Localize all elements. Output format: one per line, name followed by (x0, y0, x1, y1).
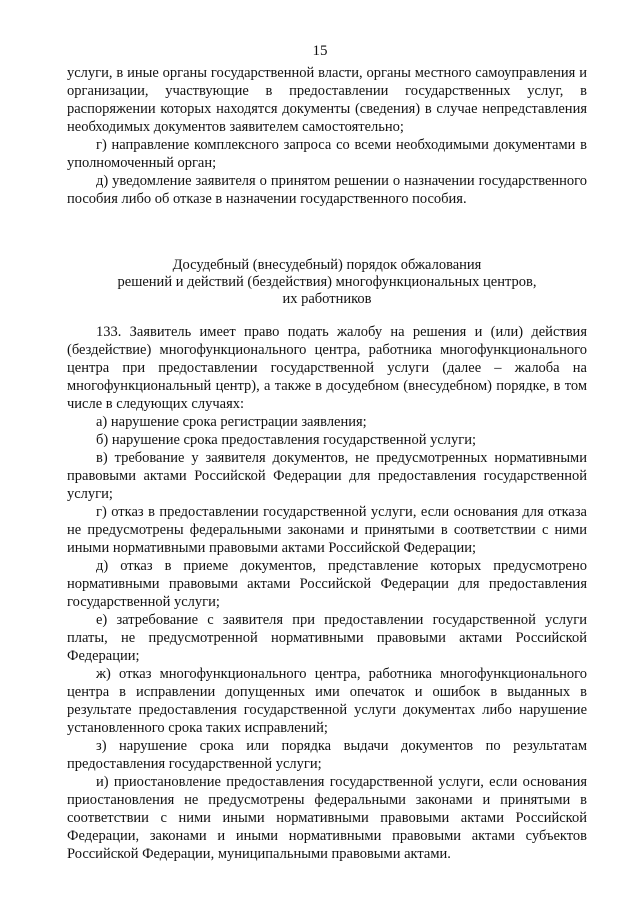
intro-block (67, 64, 587, 208)
heading-line-1: Досудебный (внесудебный) порядок обжалования (172, 257, 482, 273)
section-heading (67, 257, 587, 308)
paragraph-133: 133. Заявитель имеет право подать жалобу на решения и (или) действия (бездействие) многофункционального центра, работника многофункционального центра при предоставлении государственной услуги (далее – жалоба на многофункциональный центр), а также в досудебном (внесудебном) порядке, в том числе в следующих случаях: (67, 324, 587, 412)
paragraph-item-g: г) направление комплексного запроса со всеми необходимыми документами в уполномоченный орган; (67, 137, 587, 171)
list-item-g: г) отказ в предоставлении государственной услуги, если основания для отказа не предусмотрены федеральными законами и принятыми в соответствии с ними иными нормативными правовыми актами Российской Федерации; (67, 504, 587, 556)
list-item-v: в) требование у заявителя документов, не предусмотренных нормативными правовыми актами Российской Федерации для предоставления государственной услуги; (67, 450, 587, 502)
list-item-b: б) нарушение срока предоставления государственной услуги; (96, 432, 476, 448)
list-item-i: и) приостановление предоставления государственной услуги, если основания приостановления не предусмотрены федеральными законами и принятыми в соответствии с ними иными нормативными правовыми актами Российской Федерации, законами и иными нормативными правовыми актами субъектов Российской Федерации, муниципальными правовыми актами. (67, 774, 587, 862)
list-item-e: е) затребование с заявителя при предоставлении государственной услуги платы, не предусмотренной нормативными правовыми актами Российской Федерации; (67, 612, 587, 664)
list-item-a: а) нарушение срока регистрации заявления; (96, 414, 367, 430)
heading-line-2: решений и действий (бездействия) многофункциональных центров, (117, 274, 537, 290)
list-item-z: з) нарушение срока или порядка выдачи документов по результатам предоставления государственной услуги; (67, 738, 587, 772)
list-item-zh: ж) отказ многофункционального центра, работника многофункционального центра в исправлении допущенных ими опечаток и ошибок в выданных в результате предоставления государственной услуги документах либо нарушение установленного срока таких исправлений; (67, 666, 587, 736)
body-block (67, 323, 587, 863)
page-number: 15 (312, 43, 328, 59)
paragraph-item-d: д) уведомление заявителя о принятом решении о назначении государственного пособия либо об отказе в назначении государственного пособия. (67, 173, 587, 207)
list-item-d: д) отказ в приеме документов, представление которых предусмотрено нормативными правовыми актами Российской Федерации для предоставления государственной услуги; (67, 558, 587, 610)
paragraph-continuation: услуги, в иные органы государственной власти, органы местного самоуправления и организации, участвующие в предоставлении государственных услуг, в распоряжении которых находятся документы (сведения) в случае непредставления необходимых документов заявителем самостоятельно; (67, 65, 587, 135)
heading-line-3: их работников (282, 291, 372, 307)
